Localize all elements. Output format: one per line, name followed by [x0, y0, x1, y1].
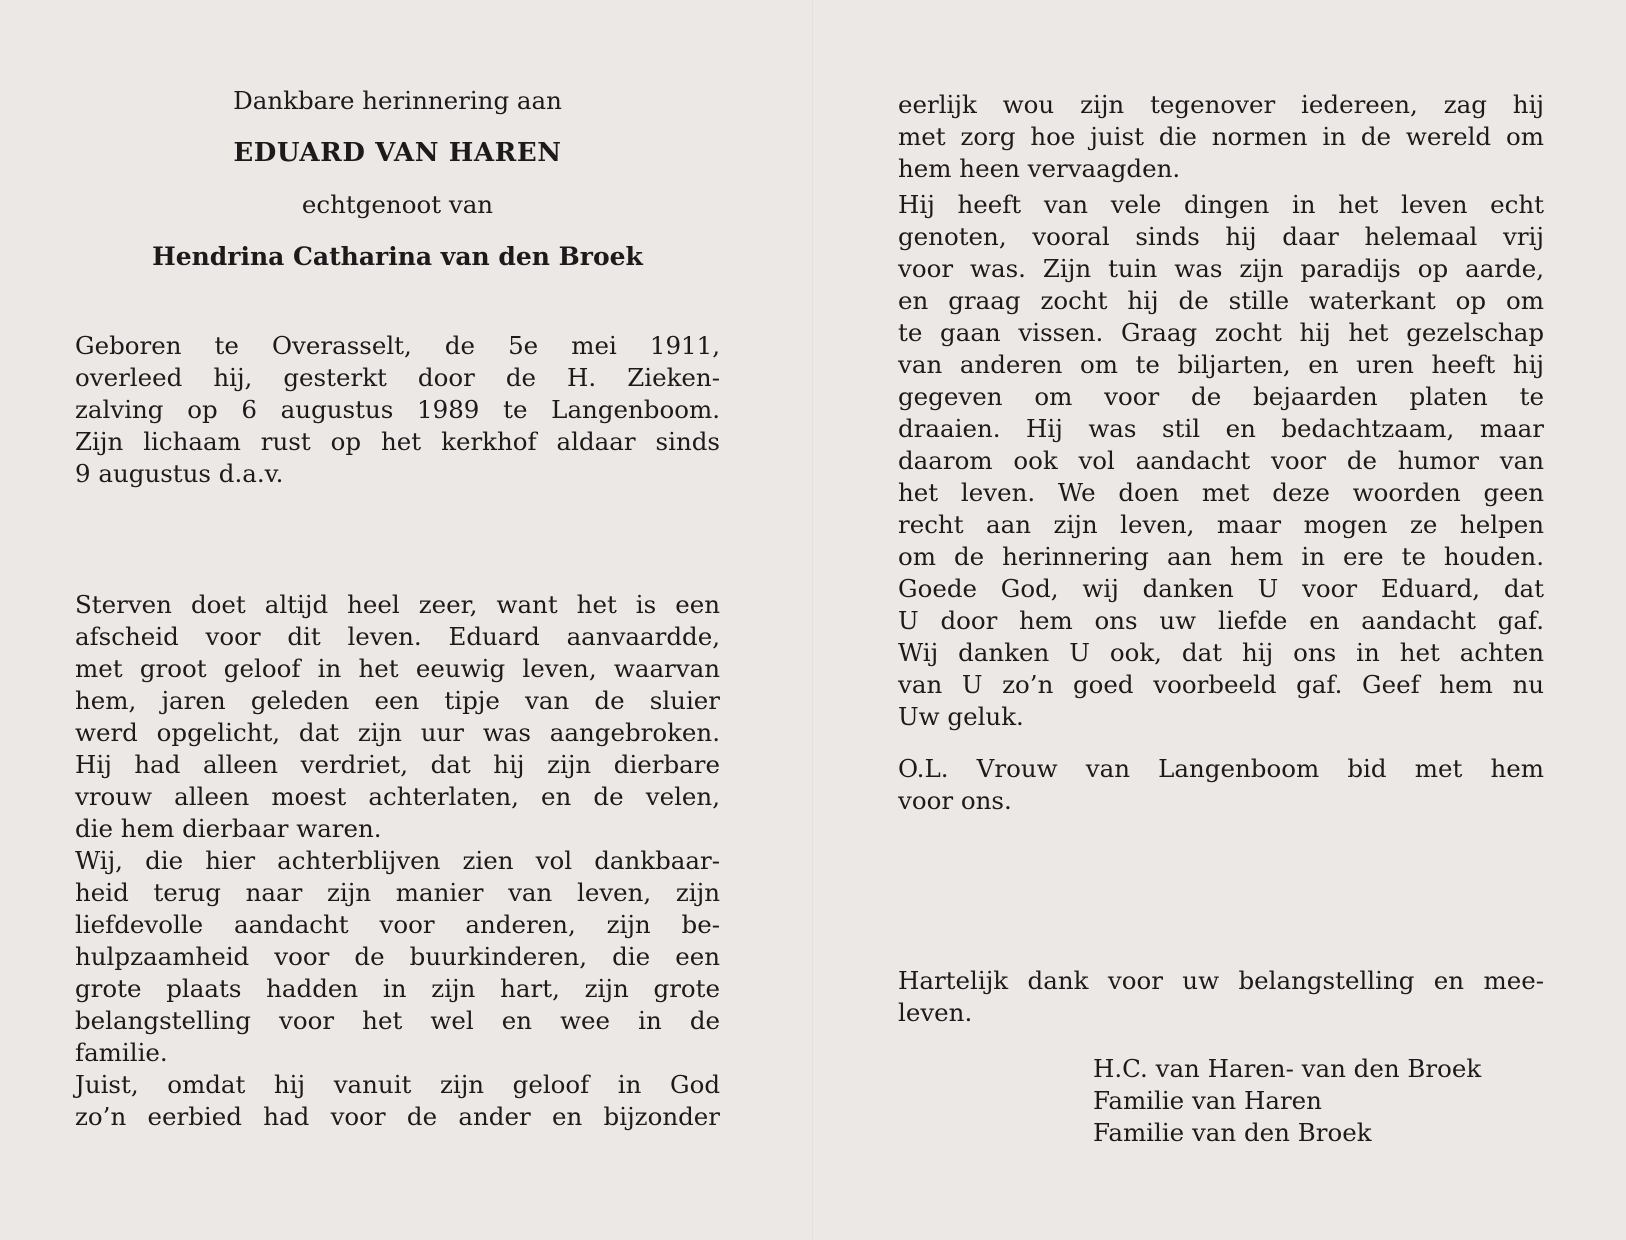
- relation-line: echtgenoot van: [301, 190, 494, 219]
- text-line: Wij danken U ook, dat hij ons in het achten: [898, 638, 1544, 667]
- text-line: Zijn lichaam rust op het kerkhof aldaar sinds: [75, 427, 720, 456]
- text-line: Goede God, wij danken U voor Eduard, dat: [898, 574, 1544, 603]
- text-line: hulpzaamheid voor de buurkinderen, die een: [75, 942, 720, 971]
- intro-line: Dankbare herinnering aan: [233, 86, 562, 115]
- text-line: te gaan vissen. Graag zocht hij het gezelschap: [898, 318, 1544, 347]
- signatory-line: H.C. van Haren- van den Broek: [1093, 1054, 1482, 1083]
- text-line: Hij heeft van vele dingen in het leven echt: [898, 190, 1544, 219]
- text-line: U door hem ons uw liefde en aandacht gaf.: [898, 606, 1544, 635]
- text-line: om de herinnering aan hem in ere te houden.: [898, 542, 1544, 571]
- text-line: met groot geloof in het eeuwig leven, waarvan: [75, 654, 720, 683]
- text-line: hem heen vervaagden.: [898, 154, 1181, 183]
- fold-line: [812, 0, 813, 1240]
- text-line: recht aan zijn leven, maar mogen ze helpen: [898, 510, 1544, 539]
- text-line: Sterven doet altijd heel zeer, want het is een: [75, 590, 720, 619]
- text-line: Juist, omdat hij vanuit zijn geloof in God: [75, 1070, 720, 1099]
- text-line: familie.: [75, 1038, 168, 1067]
- text-line: afscheid voor dit leven. Eduard aanvaardde,: [75, 622, 720, 651]
- text-line: het leven. We doen met deze woorden geen: [898, 478, 1544, 507]
- text-line: Geboren te Overasselt, de 5e mei 1911,: [75, 331, 720, 360]
- text-line: daarom ook vol aandacht voor de humor van: [898, 446, 1544, 475]
- text-line: draaien. Hij was stil en bedachtzaam, maar: [898, 414, 1544, 443]
- text-line: zalving op 6 augustus 1989 te Langenboom.: [75, 395, 720, 424]
- text-line: hem, jaren geleden een tipje van de sluier: [75, 686, 720, 715]
- text-line: voor ons.: [898, 786, 1012, 815]
- signatory-line: Familie van Haren: [1093, 1086, 1322, 1115]
- text-line: 9 augustus d.a.v.: [75, 459, 284, 488]
- text-line: grote plaats hadden in zijn hart, zijn grote: [75, 974, 720, 1003]
- text-line: zo’n eerbied had voor de ander en bijzonder: [75, 1102, 720, 1131]
- text-line: heid terug naar zijn manier van leven, zijn: [75, 878, 720, 907]
- text-line: en graag zocht hij de stille waterkant op om: [898, 286, 1544, 315]
- text-line: Hij had alleen verdriet, dat hij zijn dierbare: [75, 750, 720, 779]
- text-line: gegeven om voor de bejaarden platen te: [898, 382, 1544, 411]
- text-line: leven.: [898, 998, 973, 1027]
- text-line: van anderen om te biljarten, en uren heeft hij: [898, 350, 1544, 379]
- text-line: voor was. Zijn tuin was zijn paradijs op aarde,: [898, 254, 1544, 283]
- text-line: belangstelling voor het wel en wee in de: [75, 1006, 720, 1035]
- text-line: vrouw alleen moest achterlaten, en de velen,: [75, 782, 720, 811]
- text-line: Wij, die hier achterblijven zien vol dankbaar-: [75, 846, 720, 875]
- deceased-name: EDUARD VAN HAREN: [233, 138, 562, 168]
- text-line: overleed hij, gesterkt door de H. Zieken-: [75, 363, 720, 392]
- text-line: liefdevolle aandacht voor anderen, zijn be-: [75, 910, 720, 939]
- text-line: werd opgelicht, dat zijn uur was aangebroken.: [75, 718, 720, 747]
- text-line: genoten, vooral sinds hij daar helemaal vrij: [898, 222, 1544, 251]
- spouse-name: Hendrina Catharina van den Broek: [152, 242, 643, 271]
- text-line: van U zo’n goed voorbeeld gaf. Geef hem nu: [898, 670, 1544, 699]
- text-line: Hartelijk dank voor uw belangstelling en mee-: [898, 966, 1544, 995]
- text-line: met zorg hoe juist die normen in de wereld om: [898, 122, 1544, 151]
- text-line: die hem dierbaar waren.: [75, 814, 382, 843]
- text-line: O.L. Vrouw van Langenboom bid met hem: [898, 754, 1544, 783]
- text-line: Uw geluk.: [898, 702, 1024, 731]
- signatory-line: Familie van den Broek: [1093, 1118, 1372, 1147]
- text-line: eerlijk wou zijn tegenover iedereen, zag hij: [898, 90, 1544, 119]
